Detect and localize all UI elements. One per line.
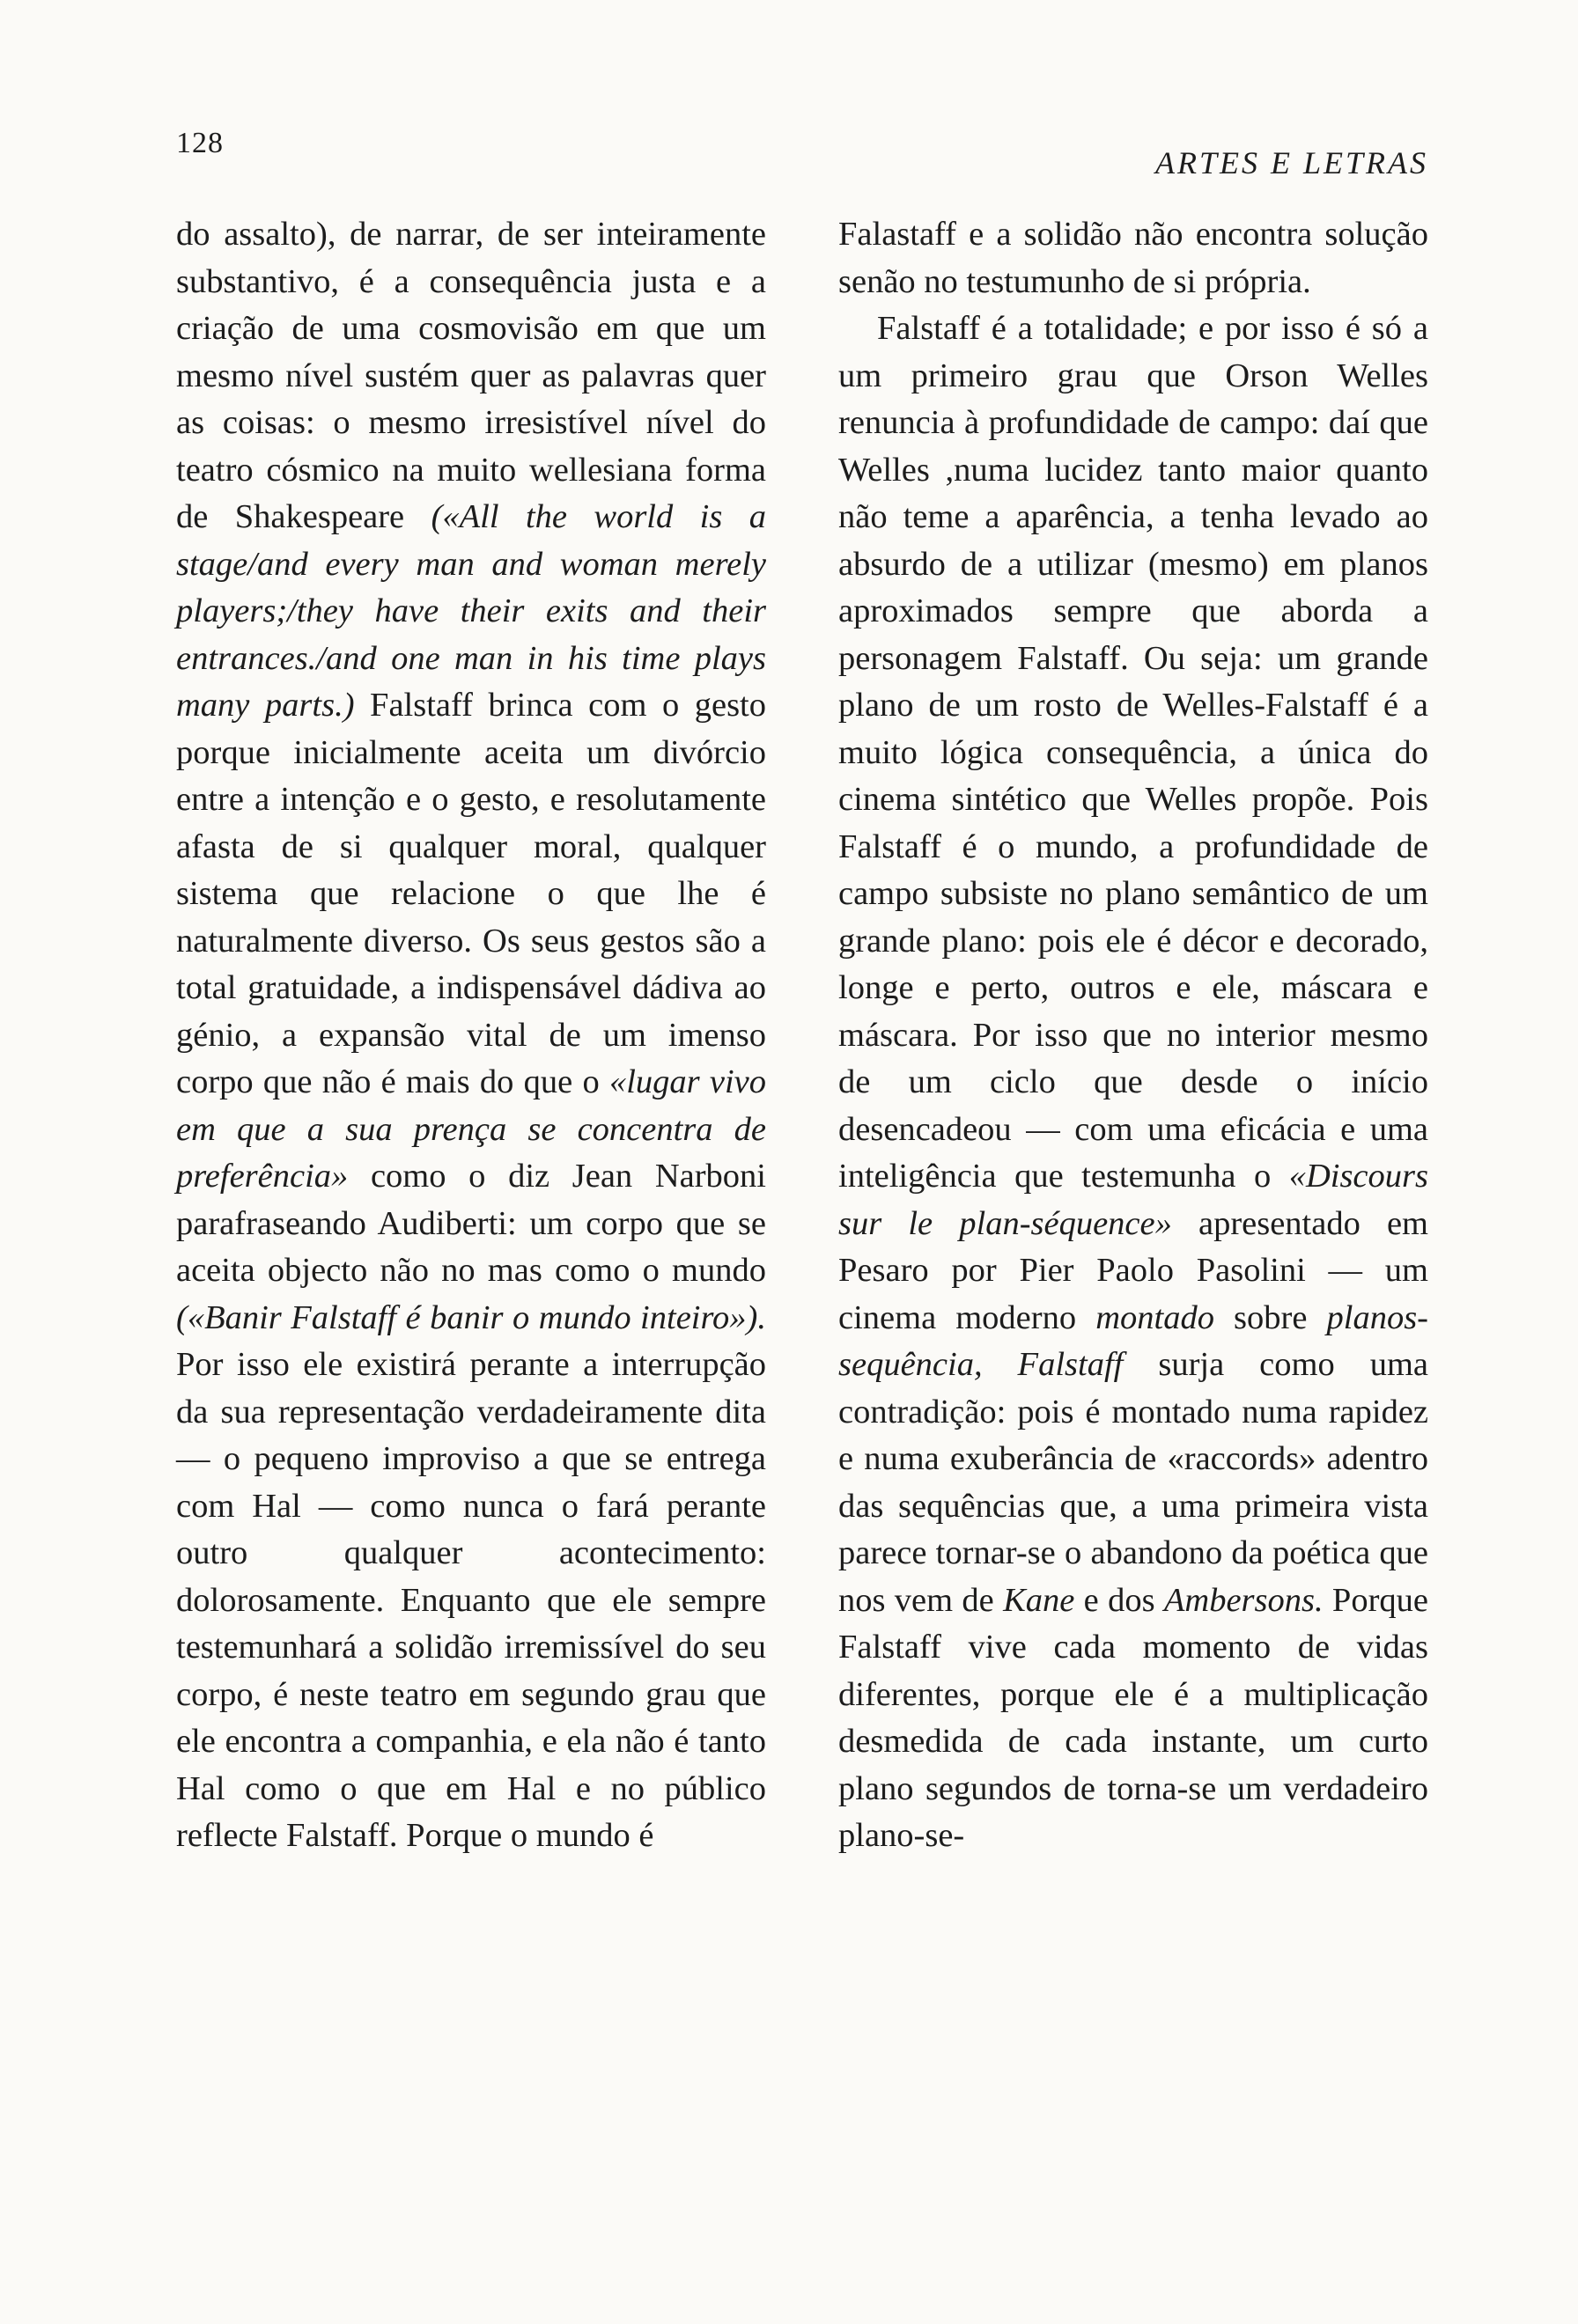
italic-discours-title: «Discours sur le plan-séquence» (838, 1158, 1428, 1242)
text-segment: como o diz Jean Narboni parafraseando Audiberti: um corpo que se aceita objecto não no mas como o mundo (176, 1158, 766, 1289)
right-paragraph-1: Falastaff e a solidão não encontra solução senão no testumunho de si própria. (838, 216, 1428, 300)
text-segment: surja como uma contradição: pois é montado numa rapidez e numa exuberância de «raccords» adentro das sequências que, a uma primeira vista parece tornar-se o abandono da poética que nos vem de (838, 1346, 1428, 1619)
text-segment: Falstaff é a totalidade; e por isso é só a um primeiro grau que Orson Welles renuncia à profundidade de campo: daí que Welles ,numa lucidez tanto maior quanto não teme a aparência, a tenha levado ao absurdo de a utilizar (mesmo) em planos aproximados sempre que aborda a personagem Falstaff. Ou seja: um grande plano de um rosto de Welles-Falstaff é a muito lógica consequência, a única do cinema sintético que Welles propõe. Pois Falstaff é o mundo, a profundidade de campo subsiste no plano semântico de um grande plano: pois ele é décor e decorado, longe e perto, outros e ele, máscara e máscara. Por isso que no interior mesmo de um ciclo que desde o início desencadeou — com uma eficácia e uma inteligência que testemunha o (838, 310, 1428, 1195)
text-segment: e dos (1074, 1581, 1164, 1619)
text-segment: Porque Falstaff vive cada momento de vidas diferentes, porque ele é a multiplicação desmedida de cada instante, um curto plano segundos de torna-se um verdadeiro plano-se- (838, 1581, 1428, 1854)
italic-quote-shakespeare: («All the world is a stage/and every man and woman merely players;/they have their exits and their entrances./and one man in his time plays many parts.) (176, 498, 766, 724)
right-paragraph-2 (838, 305, 1428, 1860)
right-column (838, 211, 1428, 1860)
text-segment: apresentado em Pesaro por Pier Paolo Pasolini — um cinema moderno (838, 1204, 1428, 1336)
italic-montado: montado (1095, 1298, 1214, 1336)
text-segment: Falstaff brinca com o gesto porque inicialmente aceita um divórcio entre a intenção e o gesto, e resolutamente afasta de si qualquer moral, qualquer sistema que relacione o que lhe é naturalmente diverso. Os seus gestos são a total gratuidade, a indispensável dádiva ao génio, a expansão vital de um imenso corpo que não é mais do que o (176, 687, 766, 1100)
italic-quote-lugar-vivo: «lugar vivo em que a sua prença se concentra de preferência» (176, 1063, 766, 1195)
italic-planos-sequencia: planos-sequência, Falstaff (838, 1298, 1428, 1383)
text-segment: Por isso ele existirá perante a interrupção da sua representação verdadeiramente dita — o pequeno improviso a que se entrega com Hal — como nunca o fará perante outro qualquer acontecimento: dolorosamente. Enquanto que ele sempre testemunhará a solidão irremissível do seu corpo, é neste teatro em segundo grau que ele encontra a companhia, e ela não é tanto Hal como o que em Hal e no público reflecte Falstaff. Porque o mundo é (176, 1346, 766, 1854)
italic-quote-banir-falstaff: («Banir Falstaff é banir o mundo inteiro»). (176, 1298, 766, 1336)
page-number: 128 (176, 127, 224, 159)
left-column (176, 211, 766, 1860)
italic-kane: Kane (1003, 1581, 1075, 1619)
text-segment: do assalto), de narrar, de ser inteiramente substantivo, é a consequência justa e a criação de uma cosmovisão em que um mesmo nível sustém quer as palavras quer as coisas: o mesmo irresistível nível do teatro cósmico na muito wellesiana forma de Shakespeare (176, 216, 766, 535)
left-paragraph-1 (176, 211, 766, 1860)
text-segment: sobre (1213, 1298, 1327, 1336)
running-head: ARTES E LETRAS (1155, 145, 1428, 180)
italic-ambersons: Ambersons. (1163, 1581, 1324, 1619)
